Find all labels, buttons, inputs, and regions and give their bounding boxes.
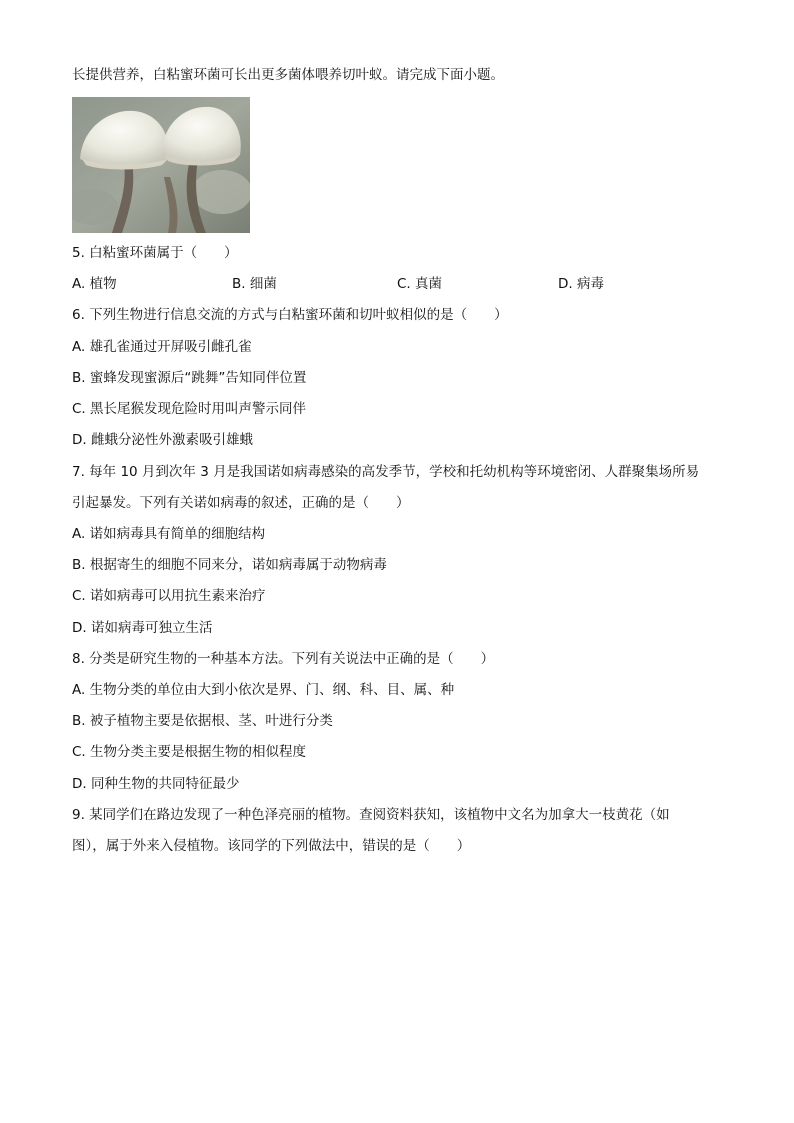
q5-stem: 5. 白粘蜜环菌属于（ ） <box>72 245 238 261</box>
q6-stem: 6. 下列生物进行信息交流的方式与白粘蜜环菌和切叶蚁相似的是（ ） <box>72 307 508 323</box>
q5-option-d: D. 病毒 <box>558 276 604 292</box>
q6-option-d: D. 雌蛾分泌性外激素吸引雄蛾 <box>72 432 253 448</box>
q5-options <box>72 275 732 293</box>
q5-option-c: C. 真菌 <box>397 276 443 292</box>
q8-option-b: B. 被子植物主要是依据根、茎、叶进行分类 <box>72 713 333 729</box>
q9-stem-line2: 图），属于外来入侵植物。该同学的下列做法中，错误的是（ ） <box>72 838 471 854</box>
q7-option-a: A. 诺如病毒具有简单的细胞结构 <box>72 526 266 542</box>
intro-text: 长提供营养，白粘蜜环菌可长出更多菌体喂养切叶蚁。请完成下面小题。 <box>72 67 504 83</box>
q7-option-c: C. 诺如病毒可以用抗生素来治疗 <box>72 588 266 604</box>
q7-stem-line1: 7. 每年 10 月到次年 3 月是我国诺如病毒感染的高发季节，学校和托幼机构等环境密闭、人群聚集场所易 <box>72 464 700 480</box>
q7-option-d: D. 诺如病毒可独立生活 <box>72 620 213 636</box>
q9-stem-line1: 9. 某同学们在路边发现了一种色泽亮丽的植物。查阅资料获知，该植物中文名为加拿大一枝黄花（如 <box>72 807 670 823</box>
q8-option-c: C. 生物分类主要是根据生物的相似程度 <box>72 744 307 760</box>
q5-option-b: B. 细菌 <box>232 276 277 292</box>
q8-stem: 8. 分类是研究生物的一种基本方法。下列有关说法中正确的是（ ） <box>72 651 495 667</box>
q6-option-c: C. 黑长尾猴发现危险时用叫声警示同伴 <box>72 401 307 417</box>
q8-option-a: A. 生物分类的单位由大到小依次是界、门、纲、科、目、属、种 <box>72 682 455 698</box>
q5-option-a: A. 植物 <box>72 276 117 292</box>
q7-option-b: B. 根据寄生的细胞不同来分，诺如病毒属于动物病毒 <box>72 557 387 573</box>
q7-stem-line2: 引起暴发。下列有关诺如病毒的叙述，正确的是（ ） <box>72 495 410 511</box>
q6-option-a: A. 雄孔雀通过开屏吸引雌孔雀 <box>72 339 252 355</box>
q8-option-d: D. 同种生物的共同特征最少 <box>72 776 240 792</box>
q6-option-b: B. 蜜蜂发现蜜源后“跳舞”告知同伴位置 <box>72 370 307 386</box>
mushroom-photo <box>72 97 250 233</box>
